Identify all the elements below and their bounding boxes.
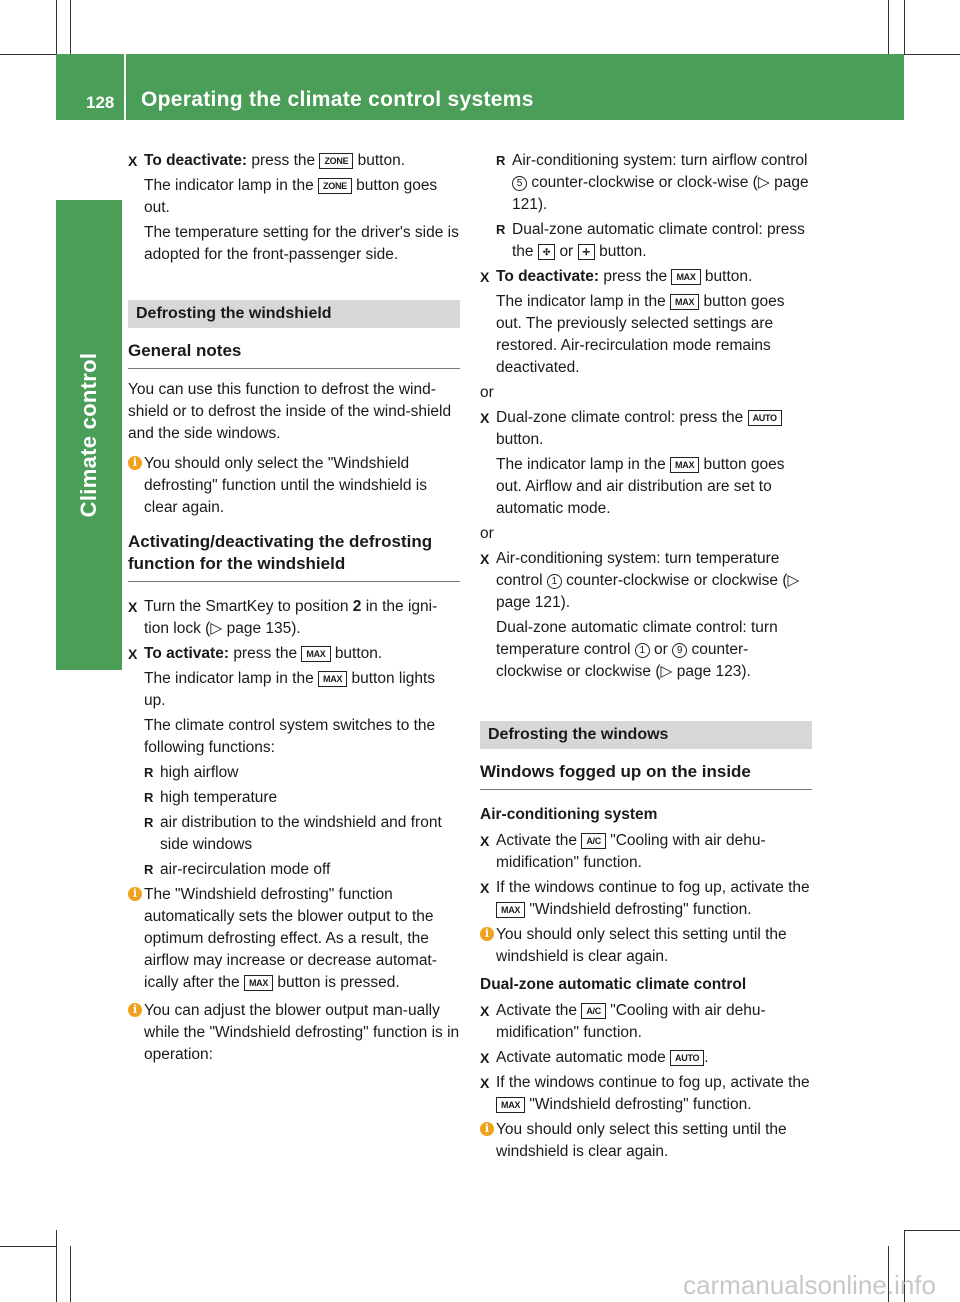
step-text: The temperature setting for the driver's side is adopted for the front-passenger side. [144,224,459,263]
step-text: The indicator lamp in the MAX button goes out. Airflow and air distribution are set to automatic mode. [496,456,785,517]
step: X Dual-zone climate control: press the AUTO button. [480,407,812,451]
note: i You should only select the "Windshield defrosting" function until the windshield is clear again. [128,453,460,519]
crop-mark [904,54,960,55]
list-item: R high airflow [144,762,460,784]
list-item: R high temperature [144,787,460,809]
control-number-icon: 9 [672,643,687,658]
step-text: The indicator lamp in the ZONE button goes out. [144,177,438,216]
minor-heading: Air-conditioning system [480,806,658,823]
or-text: or [480,384,494,401]
bullet-list [480,150,812,263]
ac-button-icon: A/C [581,1003,606,1019]
fan-down-icon: ✛ [578,244,595,260]
body-text: You can use this function to defrost the wind-shield or to defrost the inside of the wind-shield and the side windows. [128,381,452,442]
info-icon: i [128,1003,142,1017]
defrost-button-icon: MAX [244,975,273,991]
crop-mark [70,0,71,54]
list-item: R air-recirculation mode off [144,859,460,881]
step-text: Dual-zone automatic climate control: turn temperature control 1 or 9 counter-clockwise or clockwise (▷ page 123). [496,619,778,680]
auto-button-icon: AUTO [748,410,782,426]
or-text: or [480,525,494,542]
control-number-icon: 1 [547,574,562,589]
section-heading: Defrosting the windshield [128,300,460,328]
step: X If the windows continue to fog up, activate the MAX "Windshield defrosting" function. [480,877,812,921]
defrost-button-icon: MAX [318,671,347,687]
defrost-button-icon: MAX [671,269,700,285]
control-number-icon: 5 [512,176,527,191]
step: X Activate the A/C "Cooling with air dehu-midification" function. [480,1000,812,1044]
subheading: Windows fogged up on the inside [480,761,812,790]
control-number-icon: 1 [635,643,650,658]
zone-button-icon: ZONE [319,153,353,169]
step: X Activate the A/C "Cooling with air dehu-midification" function. [480,830,812,874]
fan-up-icon: ✣ [538,244,555,260]
page-ref-icon: ▷ [757,174,770,191]
page-ref-icon: ▷ [660,663,673,680]
info-icon: i [128,456,142,470]
step-deactivate: X To deactivate: press the MAX button. [480,266,812,288]
crop-mark [888,0,889,54]
crop-mark [904,0,905,54]
list-item: R Dual-zone automatic climate control: press the ✣ or ✛ button. [496,219,812,263]
note: i You should only select this setting until the windshield is clear again. [480,924,812,968]
defrost-button-icon: MAX [496,1097,525,1113]
right-column [480,150,812,1169]
page-number: 128 [86,93,115,112]
crop-mark [56,1230,57,1302]
page-ref-icon: ▷ [787,572,800,589]
step-text: The indicator lamp in the MAX button goes out. The previously selected settings are restored. Air-recirculation mode remains deactivated. [496,293,785,376]
crop-mark [70,1246,71,1302]
note: i You should only select this setting until the windshield is clear again. [480,1119,812,1163]
bullet-list [128,762,460,881]
minor-heading: Dual-zone automatic climate control [480,976,747,993]
defrost-button-icon: MAX [670,457,699,473]
side-tab-label: Climate control [76,352,101,518]
note: i You can adjust the blower output man-ually while the "Windshield defrosting" function is in operation: [128,1000,460,1066]
defrost-button-icon: MAX [301,646,330,662]
note: i The "Windshield defrosting" function automatically sets the blower output to the optimum defrosting effect. As a result, the airflow may increase or decrease automat-ically after the MAX button is pressed. [128,884,460,994]
side-tab-label-wrap [56,200,122,670]
watermark: carmanualsonline.info [683,1270,936,1300]
list-item: R Air-conditioning system: turn airflow control 5 counter-clockwise or clock-wise (▷ page 121). [496,150,812,216]
ac-button-icon: A/C [581,833,606,849]
page-title: Operating the climate control systems [141,88,534,111]
crop-mark [904,1230,960,1231]
step: X Turn the SmartKey to position 2 in the igni-tion lock (▷ page 135). [128,596,460,640]
info-icon: i [480,1122,494,1136]
header-separator [124,54,126,120]
defrost-button-icon: MAX [670,294,699,310]
step-activate: X To activate: press the MAX button. [128,643,460,665]
list-item: R air distribution to the windshield and front side windows [144,812,460,856]
info-icon: i [128,887,142,901]
defrost-button-icon: MAX [496,902,525,918]
section-heading: Defrosting the windows [480,721,812,749]
step-text: The climate control system switches to the following functions: [144,717,436,756]
crop-mark [0,1246,56,1247]
left-column [128,150,460,1072]
step-text: The indicator lamp in the MAX button lights up. [144,670,436,709]
crop-mark [0,54,56,55]
auto-button-icon: AUTO [670,1050,704,1066]
subheading: Activating/deactivating the defrosting function for the windshield [128,531,460,582]
step: X Air-conditioning system: turn temperature control 1 counter-clockwise or clockwise (▷ page 121). [480,548,812,614]
crop-mark [56,0,57,54]
subheading: General notes [128,340,460,369]
step-deactivate-zone: X To deactivate: press the ZONE button. [128,150,460,172]
zone-button-icon: ZONE [318,178,352,194]
step: X If the windows continue to fog up, activate the MAX "Windshield defrosting" function. [480,1072,812,1116]
page-ref-icon: ▷ [210,620,223,637]
step: X Activate automatic mode AUTO . [480,1047,812,1069]
info-icon: i [480,927,494,941]
